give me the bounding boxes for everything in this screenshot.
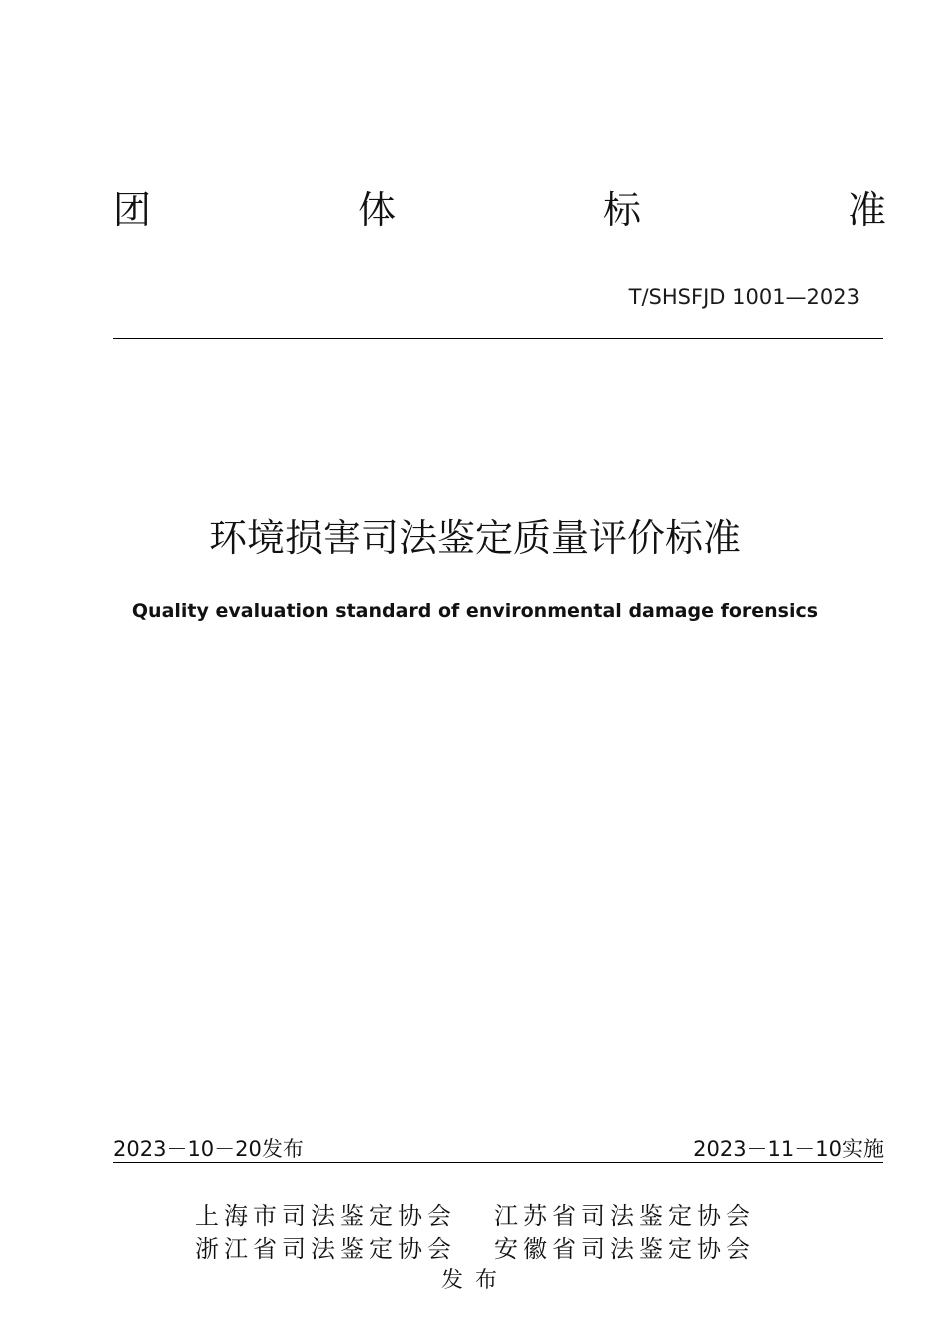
issue-label: 发布 (440, 1268, 509, 1293)
standard-type-heading (113, 185, 886, 235)
publisher-name: 江苏省司法鉴定协会 (494, 1202, 755, 1230)
top-divider (113, 338, 883, 339)
publisher-list (0, 1200, 950, 1266)
standard-type-char: 体 (357, 188, 396, 232)
publisher-name: 浙江省司法鉴定协会 (195, 1235, 456, 1263)
bottom-divider (113, 1162, 883, 1163)
publisher-name: 安徽省司法鉴定协会 (494, 1235, 755, 1263)
publish-date: 2023－10－20发布 (113, 1137, 304, 1161)
publisher-name: 上海市司法鉴定协会 (195, 1202, 456, 1230)
publisher-row (0, 1233, 950, 1266)
publisher-row (0, 1200, 950, 1233)
standard-code: T/SHSFJD 1001—2023 (628, 285, 860, 309)
title-english: Quality evaluation standard of environmental damage forensics (131, 600, 819, 622)
standard-type-char: 标 (602, 188, 641, 232)
title-chinese: 环境损害司法鉴定质量评价标准 (208, 516, 741, 560)
standard-type-char: 准 (847, 188, 886, 232)
effective-date: 2023－11－10实施 (693, 1137, 884, 1161)
standard-type-char: 团 (113, 188, 152, 232)
